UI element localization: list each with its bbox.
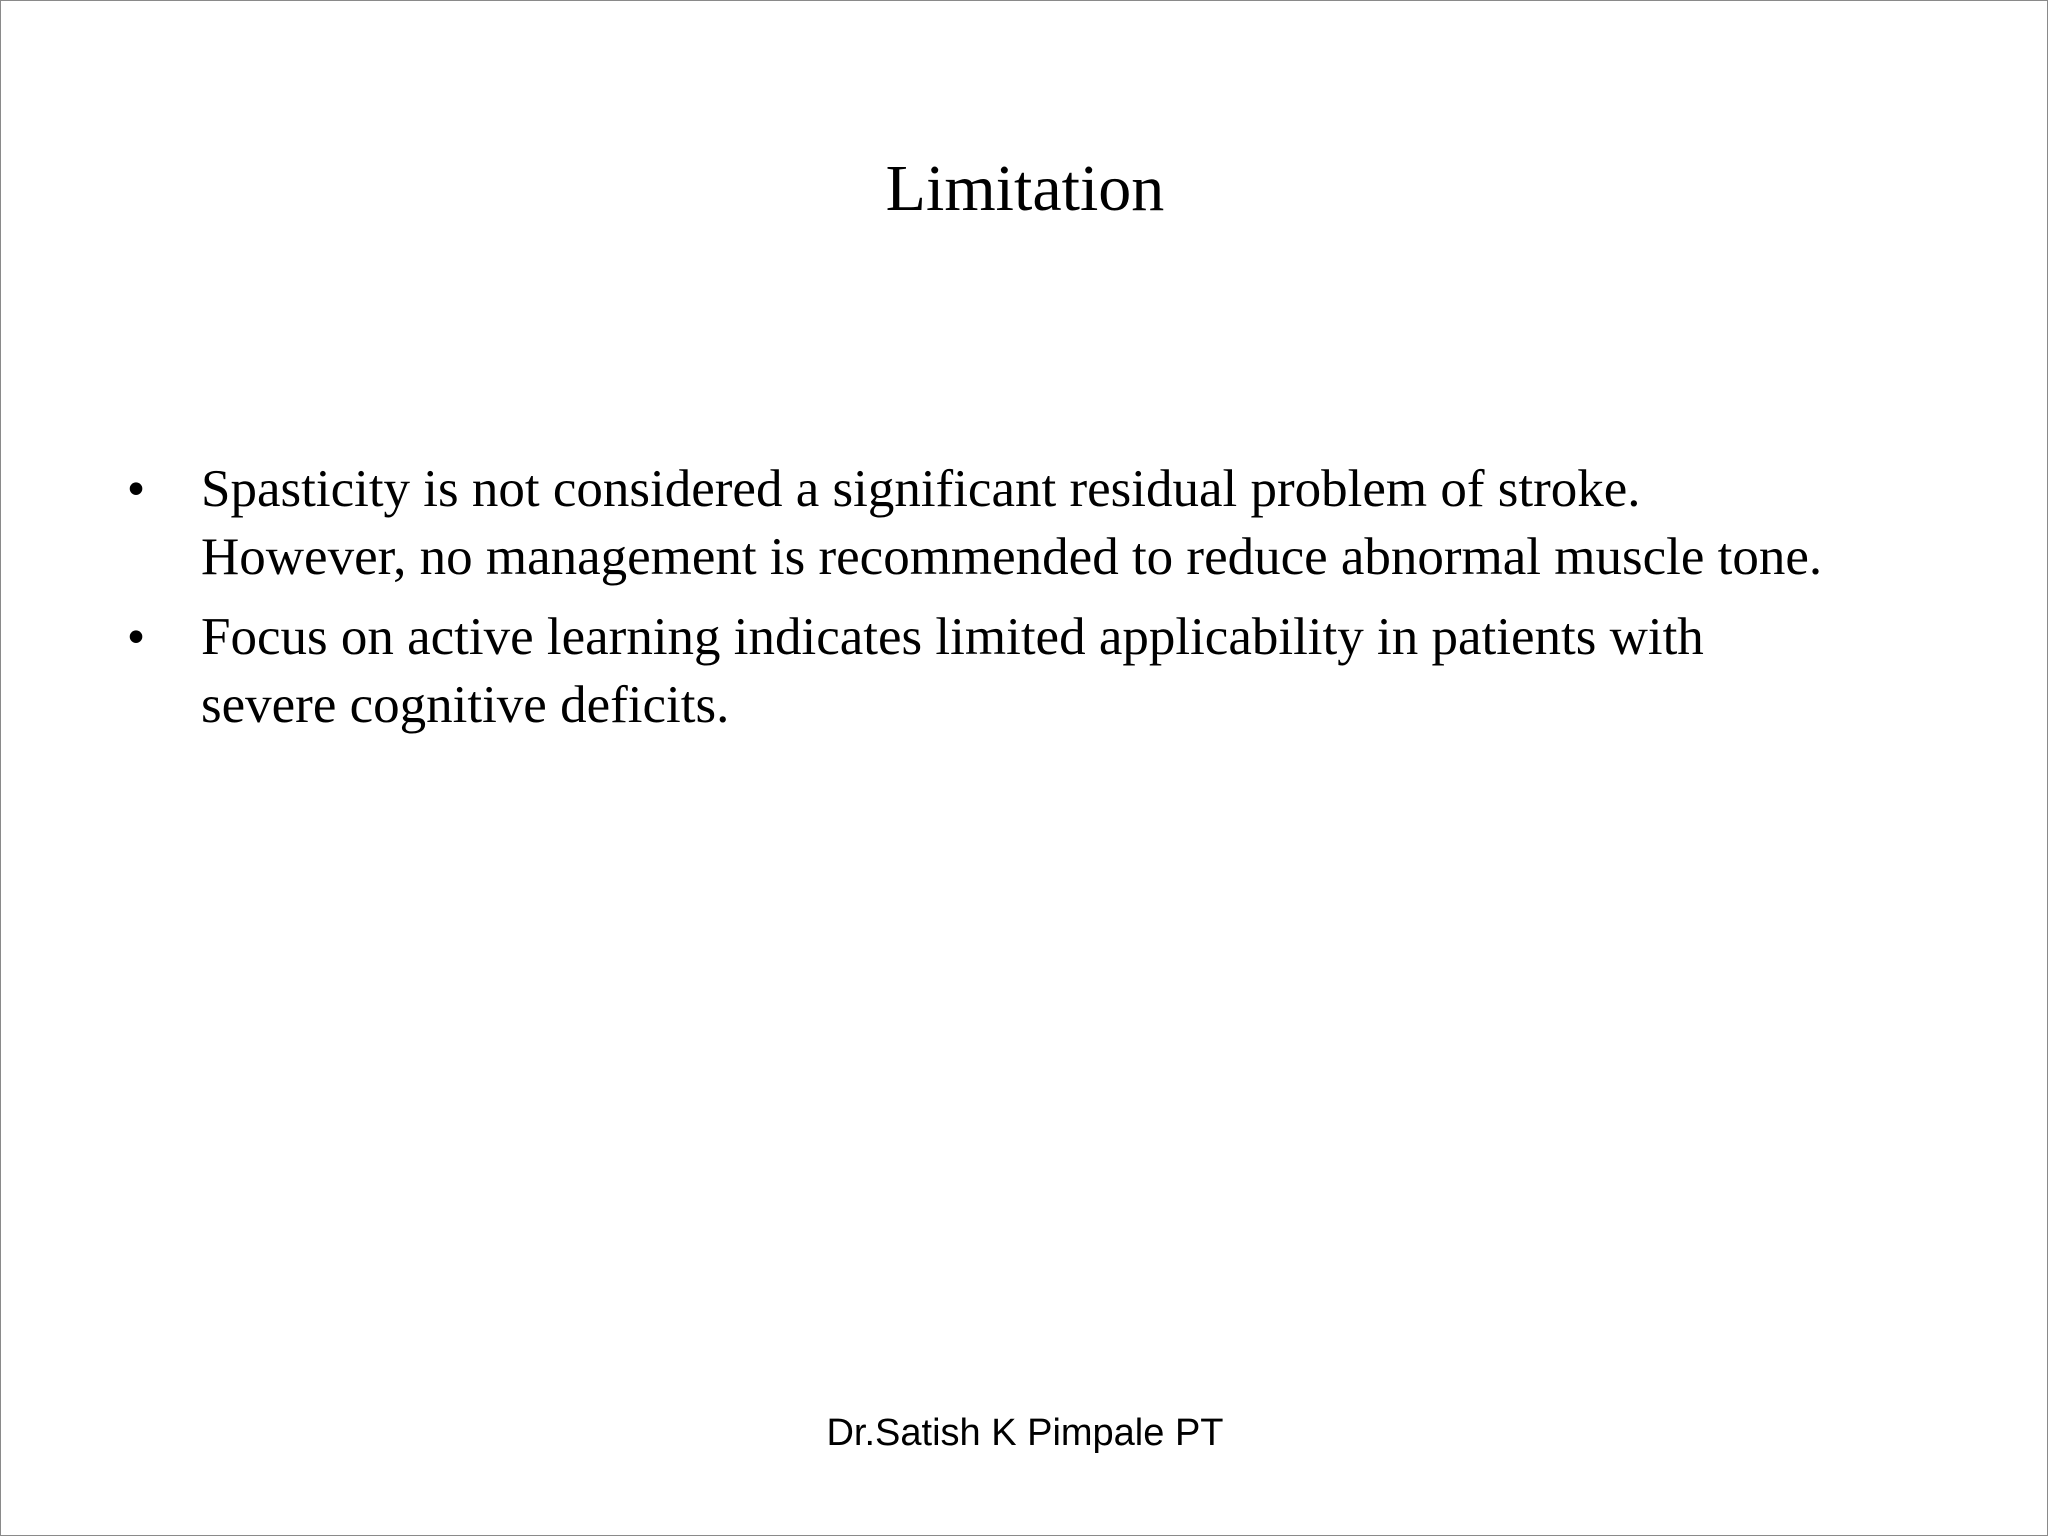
slide-footer: Dr.Satish K Pimpale PT: [826, 1412, 1224, 1454]
bullet-text: Spasticity is not considered a significant residual problem of stroke. However, no management is recommended to reduce abnormal muscle tone.: [201, 460, 1823, 586]
bullet-item: [121, 455, 1841, 591]
bullet-icon: •: [126, 460, 146, 518]
bullet-icon: •: [126, 608, 146, 666]
bullet-list: [121, 455, 1841, 739]
slide-title: Limitation: [885, 152, 1165, 225]
bullet-text: Focus on active learning indicates limited applicability in patients with severe cognitive deficits.: [201, 608, 1704, 734]
bullet-item: [121, 603, 1841, 739]
